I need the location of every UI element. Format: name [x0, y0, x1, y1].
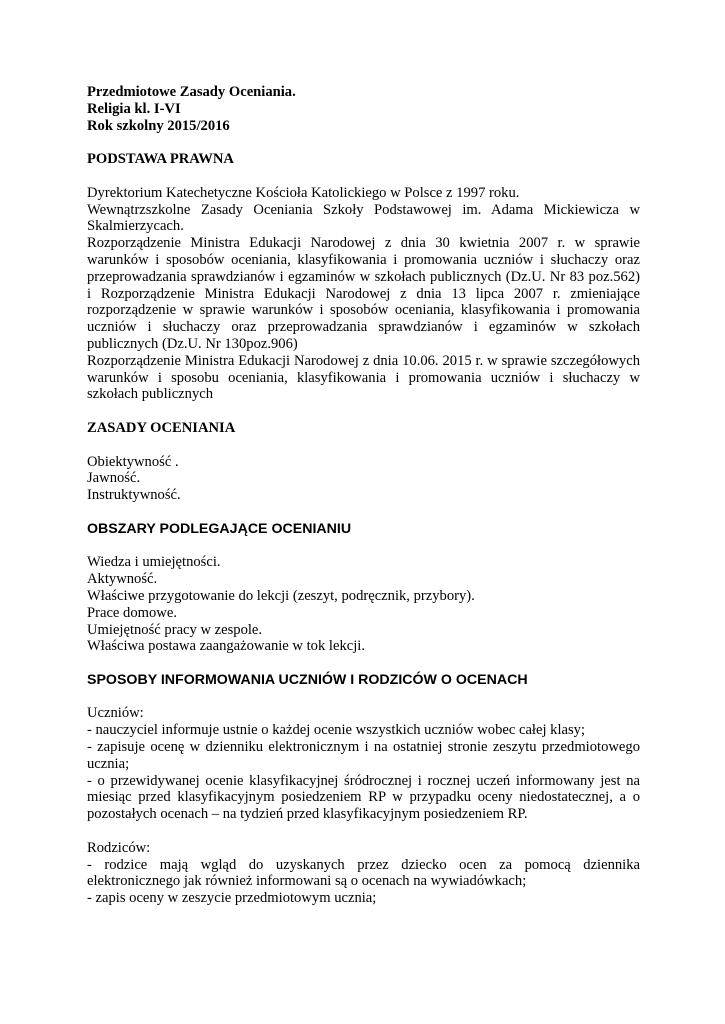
text-line: Wewnątrzszkolne Zasady Oceniania Szkoły Podstawowej im. Adama Mickiewicza w	[87, 201, 640, 218]
text-line: publicznych (Dz.U. Nr 130poz.906)	[87, 335, 298, 352]
heading-zasady-oceniania: ZASADY OCENIANIA	[87, 419, 236, 436]
list-item: Wiedza i umiejętności.	[87, 554, 221, 571]
list-item: Prace domowe.	[87, 604, 177, 621]
text-line: - rodzice mają wgląd do uzyskanych przez dziecko ocen za pomocą dziennika	[87, 856, 640, 873]
list-item: Aktywność.	[87, 571, 158, 588]
text-line: - zapisuje ocenę w dzienniku elektronicznym i na ostatniej stronie zeszytu przedmiotowego	[87, 739, 640, 756]
rodzicow-label: Rodziców:	[87, 839, 151, 856]
text-line: przeprowadzania sprawdzianów i egzaminów w szkołach publicznych (Dz.U. Nr 83 poz.562)	[87, 268, 640, 285]
text-line: - zapis oceny w zeszycie przedmiotowym ucznia;	[87, 890, 377, 907]
doc-school-year: Rok szkolny 2015/2016	[87, 117, 230, 134]
text-line: Rozporządzenie Ministra Edukacji Narodowej z dnia 10.06. 2015 r. w sprawie szczegółowych	[87, 352, 640, 369]
text-line: Dyrektorium Katechetyczne Kościoła Katolickiego w Polsce z 1997 roku.	[87, 184, 520, 201]
heading-podstawa-prawna: PODSTAWA PRAWNA	[87, 151, 234, 168]
text-line: Skalmierzycach.	[87, 218, 184, 235]
list-item: Umiejętność pracy w zespole.	[87, 621, 263, 638]
list-item: Instruktywność.	[87, 487, 181, 504]
doc-subject: Religia kl. I-VI	[87, 100, 181, 117]
list-item: Właściwa postawa zaangażowanie w tok lekcji.	[87, 638, 365, 655]
text-line: warunków i sposobów oceniania, klasyfikowania i promowania uczniów i słuchaczy oraz	[87, 251, 640, 268]
text-line: uczniów i słuchaczy oraz przeprowadzania sprawdzianów i egzaminów w szkołach	[87, 319, 640, 336]
text-line: rozporządzenie w sprawie warunków i sposobów oceniania, klasyfikowania i promowania	[87, 302, 640, 319]
document-page	[87, 84, 640, 907]
text-line: Rozporządzenie Ministra Edukacji Narodowej z dnia 30 kwietnia 2007 r. w sprawie	[87, 235, 640, 252]
text-line: - o przewidywanej ocenie klasyfikacyjnej śródrocznej i rocznej uczeń informowany jest na	[87, 772, 640, 789]
heading-obszary: OBSZARY PODLEGAJĄCE OCENIANIU	[87, 520, 352, 537]
text-line: pozostałych ocenach – na tydzień przed klasyfikacyjnym posiedzeniem RP.	[87, 806, 528, 823]
list-item: Obiektywność .	[87, 453, 179, 470]
text-line: - nauczyciel informuje ustnie o każdej ocenie wszystkich uczniów wobec całej klasy;	[87, 722, 586, 739]
text-line: miesiąc przed klasyfikacyjnym posiedzeniem RP w przypadku oceny niedostatecznej, a o	[87, 789, 640, 806]
text-line: szkołach publicznych	[87, 386, 214, 403]
text-line: i Rozporządzenie Ministra Edukacji Narodowej z dnia 13 lipca 2007 r. zmieniające	[87, 285, 640, 302]
list-item: Właściwe przygotowanie do lekcji (zeszyt, podręcznik, przybory).	[87, 587, 475, 604]
text-line: ucznia;	[87, 755, 130, 772]
uczniow-label: Uczniów:	[87, 705, 144, 722]
text-line: warunków i sposobu oceniania, klasyfikowania i promowania uczniów i słuchaczy w	[87, 369, 640, 386]
heading-sposoby-informowania: SPOSOBY INFORMOWANIA UCZNIÓW I RODZICÓW O OCENACH	[87, 671, 528, 688]
podstawa-paragraph	[87, 185, 640, 403]
list-item: Jawność.	[87, 470, 141, 487]
doc-title: Przedmiotowe Zasady Oceniania.	[87, 84, 296, 100]
text-line: elektronicznego jak również informowani są o ocenach na wywiadówkach;	[87, 873, 527, 890]
